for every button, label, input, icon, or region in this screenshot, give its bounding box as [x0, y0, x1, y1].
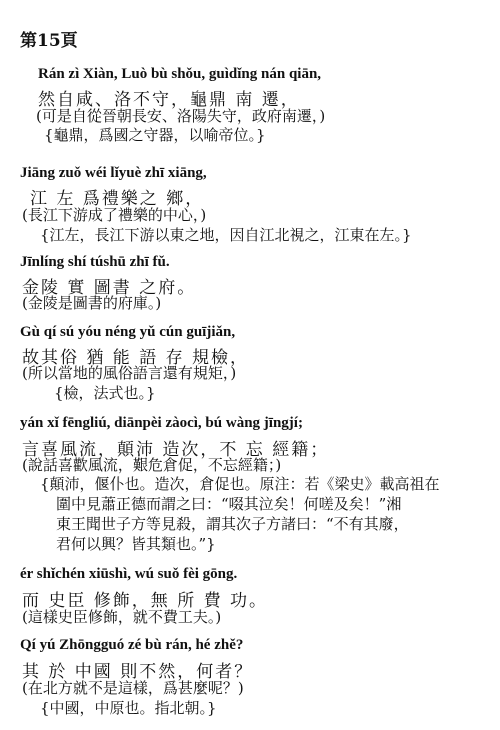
chinese-line: 其 於 中國 則不然，何者？	[22, 662, 254, 682]
chinese-line: 而 史臣 修飾，無 所 費 功。	[22, 591, 269, 611]
pinyin-line: Gù qí sú yóu néng yǔ cún guījiǎn,	[20, 324, 236, 340]
note-line: {中國，中原也。指北朝。}	[40, 699, 217, 717]
chinese-line: 故其俗 猶 能 語 存 規檢，	[22, 348, 250, 368]
pinyin-line: Jiāng zuǒ wéi lǐyuè zhī xiāng,	[20, 165, 207, 181]
pinyin-line: Rán zì Xiàn, Luò bù shǒu, guìdǐng nán qiān,	[38, 66, 322, 82]
chinese-line: 江 左 爲禮樂之 鄉，	[30, 189, 205, 209]
note-line: {檢，法式也。}	[54, 384, 156, 402]
chinese-line: 言喜風流，顛沛 造次，不 忘 經籍；	[22, 440, 330, 460]
translation-line: (所以當地的風俗語言還有規矩，)	[22, 364, 237, 382]
translation-line: (這樣史臣修飾，就不費工夫。)	[22, 608, 222, 626]
note-line: {龜鼎，爲國之守器，以喻帝位。}	[44, 126, 266, 144]
page-label: 第15頁	[20, 31, 78, 51]
pinyin-line: Jīnlíng shí túshū zhī fǔ.	[20, 254, 170, 270]
translation-line: (說話喜歡風流，艱危倉促，不忘經籍；)	[22, 456, 282, 474]
translation-line: (可是自從晉朝長安、洛陽失守，政府南遷，)	[36, 107, 326, 125]
note-line: 君何以興？皆其類也。”}	[56, 535, 216, 553]
translation-line: (金陵是圖書的府庫。)	[22, 294, 162, 312]
pinyin-line: yán xǐ fēngliú, diānpèi zàocì, bú wàng jīngjí;	[20, 415, 303, 431]
translation-line: (在北方就不是這樣，爲甚麼呢？)	[22, 679, 244, 697]
note-line: 圍中見蕭正德而謂之曰：“啜其泣矣！何嗟及矣！”湘	[56, 495, 402, 513]
note-line: {江左，長江下游以東之地，因自江北視之，江東在左。}	[40, 226, 412, 244]
chinese-line: 金陵 實 圖書 之府。	[22, 278, 197, 298]
pinyin-line: Qí yú Zhōngguó zé bù rán, hé zhě?	[20, 637, 244, 653]
chinese-line: 然自咸、洛不守，龜鼎 南 遷，	[38, 90, 300, 110]
pinyin-line: ér shǐchén xiūshì, wú suǒ fèi gōng.	[20, 566, 238, 582]
note-line: {顛沛，偃仆也。造次，倉促也。原注：若《梁史》載高祖在	[40, 475, 440, 493]
note-line: 東王聞世子方等見殺，謂其次子方諸曰：“不有其廢，	[56, 515, 409, 533]
translation-line: (長江下游成了禮樂的中心，)	[22, 206, 207, 224]
